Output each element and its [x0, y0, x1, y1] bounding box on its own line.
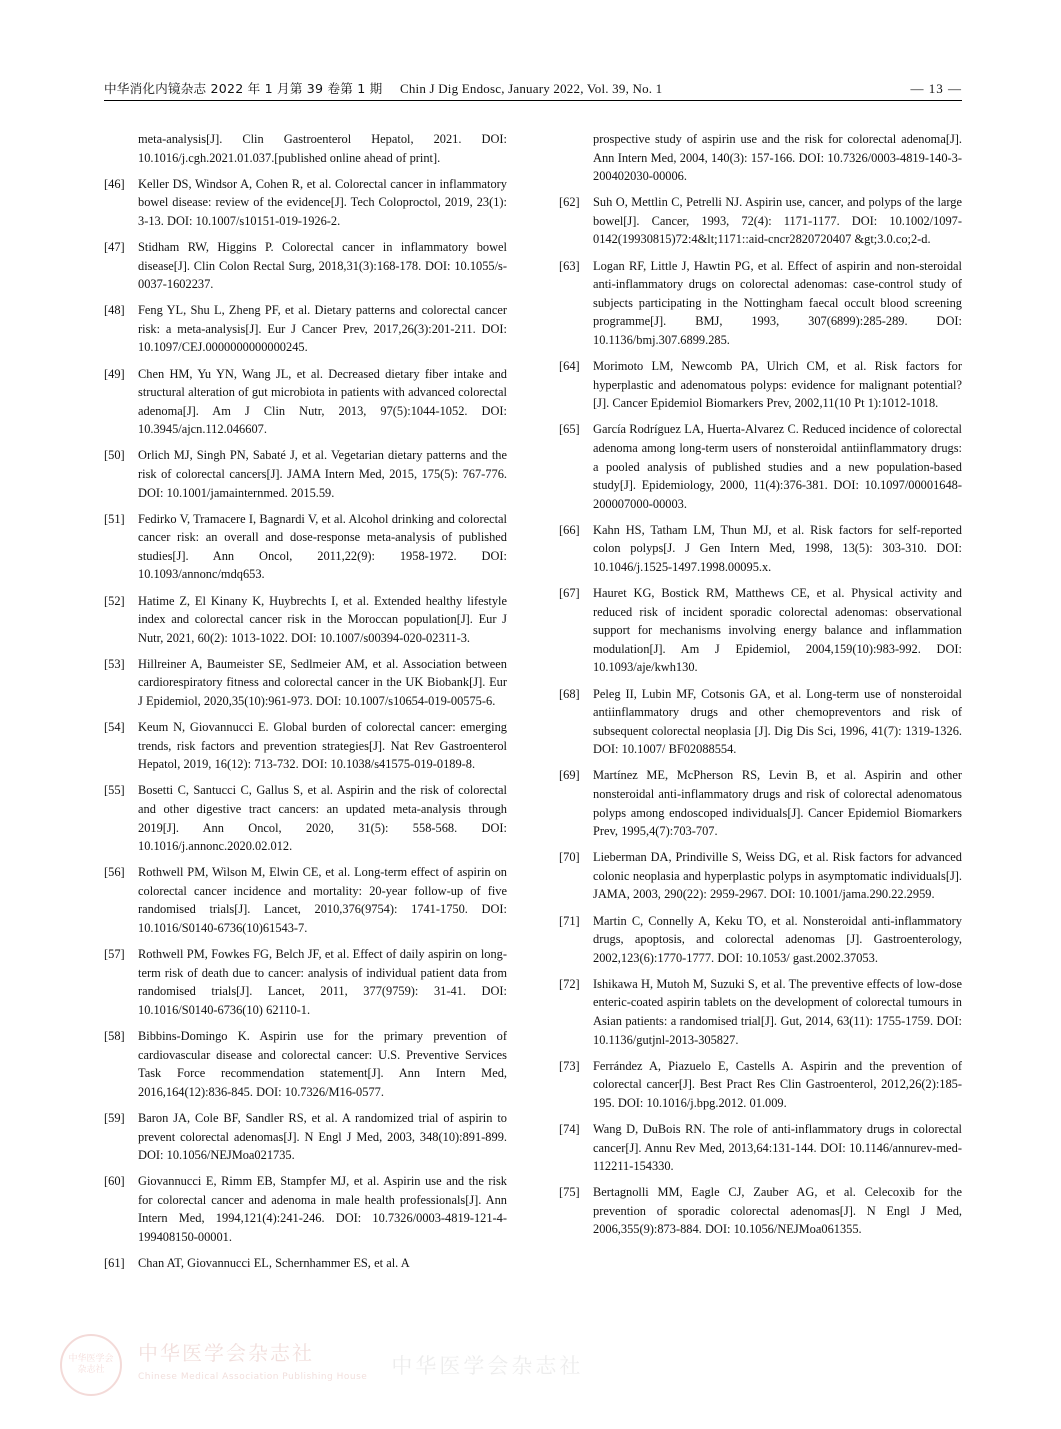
journal-title-cn: 中华消化内镜杂志 2022 年 1 月第 39 卷第 1 期 — [104, 81, 383, 96]
reference-number: [56] — [104, 865, 125, 880]
reference-number: [63] — [559, 258, 580, 273]
reference-number: [64] — [559, 359, 580, 374]
reference-item — [104, 130, 507, 167]
reference-number: [68] — [559, 686, 580, 701]
reference-item — [104, 510, 507, 584]
reference-text: Ishikawa H, Mutoh M, Suzuki S, et al. The preventive effects of low-dose enteric-coated aspirin tablets on the development of colorectal tumours in Asian patients: a randomised trial[J]. Gut, 2014, 63(11): 1755-1759. DOI: 10.1136/gutjnl-2013-305827. — [593, 976, 962, 1047]
publisher-seal-icon: 中华医学会杂志社 — [60, 1334, 122, 1396]
reference-text: Martínez ME, McPherson RS, Levin B, et al. Aspirin and other nonsteroidal anti-inflammatory drugs and risk of colorectal adenomatous polyps among endoscoped individuals[J]. Cancer Epidemiol Biomarkers Prev, 1995,4(7):703-707. — [593, 768, 962, 839]
reference-item — [104, 718, 507, 774]
reference-number: [70] — [559, 850, 580, 865]
reference-number: [51] — [104, 511, 125, 526]
reference-number: [53] — [104, 656, 125, 671]
reference-item — [104, 1254, 507, 1273]
reference-text: Bosetti C, Santucci C, Gallus S, et al. Aspirin and the risk of colorectal and other digestive tract cancers: an updated meta-analysis through 2019[J]. Ann Oncol, 2020, 31(5): 558-568. DOI: 10.1016/j.annonc.2020.02.012. — [138, 783, 507, 854]
reference-number: [50] — [104, 448, 125, 463]
publisher-brand — [138, 1341, 367, 1389]
publisher-watermark — [60, 1330, 620, 1400]
running-head-left — [104, 78, 662, 97]
reference-text: Hatime Z, El Kinany K, Huybrechts I, et al. Extended healthy lifestyle index and colorectal cancer risk in the Moroccan population[J]. Eur J Nutr, 2021, 60(2): 1013-1022. DOI: 10.1007/s00394-020-02311-3. — [138, 593, 507, 645]
running-head — [104, 78, 962, 97]
reference-number: [55] — [104, 783, 125, 798]
reference-item — [104, 175, 507, 231]
reference-text: Keum N, Giovannucci E. Global burden of colorectal cancer: emerging trends, risk factors and prevention strategies[J]. Nat Rev Gastroenterol Hepatol, 2019, 16(12): 713-732. DOI: 10.1038/s41575-019-0189-8. — [138, 720, 507, 772]
reference-number: [49] — [104, 366, 125, 381]
reference-number: [73] — [559, 1058, 580, 1073]
reference-text: Orlich MJ, Singh PN, Sabaté J, et al. Vegetarian dietary patterns and the risk of colorectal cancers[J]. JAMA Intern Med, 2015, 175(5): 767-776. DOI: 10.1001/jamainternmed. 2015.59. — [138, 448, 507, 500]
reference-number: [58] — [104, 1029, 125, 1044]
reference-text: Hillreiner A, Baumeister SE, Sedlmeier AM, et al. Association between cardiorespiratory fitness and colorectal cancer in the UK Biobank[J]. Eur J Epidemiol, 2020,35(10):961-973. DOI: 10.1007/s10654-019-00575-6. — [138, 656, 507, 709]
reference-item — [559, 975, 962, 1049]
reference-item — [559, 1057, 962, 1113]
reference-text: Chan AT, Giovannucci EL, Schernhammer ES, et al. A — [138, 1256, 410, 1271]
reference-number: [66] — [559, 522, 580, 537]
reference-number: [57] — [104, 947, 125, 962]
reference-item — [559, 257, 962, 350]
reference-number: [67] — [559, 586, 580, 601]
reference-text: Baron JA, Cole BF, Sandler RS, et al. A randomized trial of aspirin to prevent colorectal adenomas[J]. N Engl J Med, 2003, 348(10):891-899. DOI: 10.1056/NEJMoa021735. — [138, 1110, 507, 1163]
reference-text: Rothwell PM, Fowkes FG, Belch JF, et al. Effect of daily aspirin on long-term risk of death due to cancer: analysis of individual patient data from randomised trials[J]. Lancet, 2011, 377(9759): 31-41. DOI: 10.1016/S0140-6736(10) 62110-1. — [138, 947, 507, 1017]
reference-text: Giovannucci E, Rimm EB, Stampfer MJ, et al. Aspirin use and the risk for colorectal cancer and adenoma in male health professionals[J]. Ann Intern Med, 1994,121(4):241-246. DOI: 10.7326/0003-4819-121-4-199408150-00001. — [138, 1174, 507, 1244]
reference-text: Feng YL, Shu L, Zheng PF, et al. Dietary patterns and colorectal cancer risk: a meta-analysis[J]. Eur J Cancer Prev, 2017,26(3):201-211. DOI: 10.1097/CEJ.0000000000000245. — [138, 303, 507, 355]
reference-item — [559, 1120, 962, 1176]
header-rule — [104, 100, 962, 101]
reference-number: [48] — [104, 303, 125, 318]
journal-title-en: Chin J Dig Endosc, January 2022, Vol. 39, No. 1 — [399, 81, 663, 96]
reference-item — [559, 357, 962, 413]
reference-number: [72] — [559, 976, 580, 991]
reference-number: [47] — [104, 239, 125, 254]
reference-number: [52] — [104, 593, 125, 608]
reference-number: [69] — [559, 768, 580, 783]
reference-item — [104, 945, 507, 1019]
reference-text: Lieberman DA, Prindiville S, Weiss DG, et al. Risk factors for advanced colonic neoplasia and hyperplastic polyps in asymptomatic individuals[J]. JAMA, 2003, 290(22): 2959-2967. DOI: 10.1001/jama.290.22.2959. — [593, 850, 962, 902]
reference-text: Morimoto LM, Newcomb PA, Ulrich CM, et al. Risk factors for hyperplastic and adenomatous polyps: evidence for malignant potential?[J]. Cancer Epidemiol Biomarkers Prev, 2002,11(10 Pt 1):1012-1018. — [593, 359, 962, 411]
reference-text: Kahn HS, Tatham LM, Thun MJ, et al. Risk factors for self-reported colon polyps[J. J Gen Intern Med, 1998, 13(5): 303-310. DOI: 10.1046/j.1525-1497.1998.00095.x. — [593, 522, 962, 574]
reference-text: Suh O, Mettlin C, Petrelli NJ. Aspirin use, cancer, and polyps of the large bowel[J]. Cancer, 1993, 72(4): 1171-1177. DOI: 10.1002/1097-0142(19930815)72:4&lt;1171::aid-cncr2820720407 &gt;3.0.co;2-d. — [593, 195, 962, 247]
reference-text: prospective study of aspirin use and the risk for colorectal adenoma[J]. Ann Intern Med, 2004, 140(3): 157-166. DOI: 10.7326/0003-4819-140-3-200402030-00006. — [593, 132, 962, 184]
reference-text: Bibbins-Domingo K. Aspirin use for the primary prevention of cardiovascular disease and colorectal cancer: U.S. Preventive Services Task Force recommendation statement[J]. Ann Intern Med, 2016,164(12):836-845. DOI: 10.7326/M16-0577. — [138, 1029, 507, 1099]
page-number: — 13 — — [910, 81, 962, 96]
reference-item — [559, 685, 962, 759]
publisher-brand-en: Chinese Medical Association Publishing House — [138, 1372, 368, 1382]
reference-item — [559, 130, 962, 186]
reference-item — [559, 912, 962, 968]
publisher-brand-cn: 中华医学会杂志社 — [138, 1341, 314, 1365]
publisher-watermark-gray: 中华医学会杂志社 — [391, 1354, 584, 1378]
reference-item — [104, 655, 507, 711]
reference-text: Chen HM, Yu YN, Wang JL, et al. Decreased dietary fiber intake and structural alteration of gut microbiota in patients with advanced colorectal adenoma[J]. Am J Clin Nutr, 2013, 97(5):1044-1052. DOI: 10.3945/ajcn.112.046607. — [138, 366, 507, 437]
reference-text: Peleg II, Lubin MF, Cotsonis GA, et al. Long-term use of nonsteroidal antiinflammatory drugs and other chemopreventors and risk of subsequent colorectal neoplasia [J]. Dig Dis Sci, 1996, 41(7): 1319-1326. DOI: 10.1007/ BF02088554. — [593, 686, 962, 757]
reference-text: Rothwell PM, Wilson M, Elwin CE, et al. Long-term effect of aspirin on colorectal cancer incidence and mortality: 20-year follow-up of five randomised trials[J]. Lancet, 2010,376(9754): 1741-1750. DOI: 10.1016/S0140-6736(10)61543-7. — [138, 865, 507, 936]
reference-number: [74] — [559, 1122, 580, 1136]
reference-text: Ferrández A, Piazuelo E, Castells A. Aspirin and the prevention of colorectal cancer[J]. Best Pract Res Clin Gastroenterol, 2012,26(2):185-195. DOI: 10.1016/j.bpg.2012. 01.009. — [593, 1058, 962, 1110]
right-column — [559, 130, 962, 1280]
reference-item — [559, 584, 962, 677]
reference-number: [54] — [104, 720, 125, 735]
reference-text: Hauret KG, Bostick RM, Matthews CE, et al. Physical activity and reduced risk of incident sporadic colorectal adenomas: observational support for mechanisms involving energy balance and inflammation modulation[J]. Am J Epidemiol, 2004,159(10):983-992. DOI: 10.1093/aje/kwh130. — [593, 586, 962, 675]
reference-item — [104, 238, 507, 294]
reference-item — [559, 420, 962, 513]
reference-item — [559, 1183, 962, 1239]
reference-text: Logan RF, Little J, Hawtin PG, et al. Effect of aspirin and non-steroidal anti-inflammatory drugs on colorectal adenomas: case-control study of subjects participating in the Nottingham faecal occult blood screening programme[J]. BMJ, 1993, 307(6899):285-289. DOI: 10.1136/bmj.307.6899.285. — [593, 258, 962, 347]
reference-item — [559, 193, 962, 249]
reference-text: Fedirko V, Tramacere I, Bagnardi V, et al. Alcohol drinking and colorectal cancer risk: an overall and dose-response meta-analysis of published studies[J]. Ann Oncol, 2011,22(9): 1958-1972. DOI: 10.1093/annonc/mdq653. — [138, 511, 507, 582]
reference-item — [104, 863, 507, 937]
reference-number: [65] — [559, 422, 580, 437]
reference-item — [104, 446, 507, 502]
reference-number: [60] — [104, 1174, 125, 1189]
reference-number: [62] — [559, 195, 580, 210]
reference-number: [46] — [104, 176, 125, 191]
reference-item — [104, 781, 507, 855]
reference-number: [59] — [104, 1110, 125, 1125]
reference-text: Wang D, DuBois RN. The role of anti-inflammatory drugs in colorectal cancer[J]. Annu Rev Med, 2013,64:131-144. DOI: 10.1146/annurev-med-112211-154330. — [593, 1122, 962, 1174]
reference-text: Bertagnolli MM, Eagle CJ, Zauber AG, et al. Celecoxib for the prevention of sporadic colorectal adenomas[J]. N Engl J Med, 2006,355(9):873-884. DOI: 10.1056/NEJMoa061355. — [593, 1185, 962, 1237]
reference-item — [104, 1109, 507, 1165]
reference-item — [559, 521, 962, 577]
reference-item — [104, 592, 507, 648]
reference-item — [104, 1172, 507, 1246]
reference-item — [559, 766, 962, 840]
reference-number: [71] — [559, 913, 580, 928]
reference-item — [559, 848, 962, 904]
reference-number: [61] — [104, 1256, 125, 1271]
reference-number: [75] — [559, 1185, 580, 1200]
reference-item — [104, 301, 507, 357]
reference-item — [104, 1027, 507, 1101]
reference-text: meta-analysis[J]. Clin Gastroenterol Hepatol, 2021. DOI: 10.1016/j.cgh.2021.01.037.[published online ahead of print]. — [138, 132, 507, 165]
reference-text: Martin C, Connelly A, Keku TO, et al. Nonsteroidal anti-inflammatory drugs, apoptosis, and colorectal adenomas [J]. Gastroenterology, 2002,123(6):1770-1777. DOI: 10.1053/ gast.2002.37053. — [593, 913, 962, 965]
reference-text: Stidham RW, Higgins P. Colorectal cancer in inflammatory bowel disease[J]. Clin Colon Rectal Surg, 2018,31(3):168-178. DOI: 10.1055/s-0037-1602237. — [138, 239, 507, 292]
reference-item — [104, 365, 507, 439]
reference-text: García Rodríguez LA, Huerta-Alvarez C. Reduced incidence of colorectal adenoma among long-term users of nonsteroidal antiinflammatory drugs: a pooled analysis of published studies and a new population-based study[J]. Epidemiology, 2000, 11(4):376-381. DOI: 10.1097/00001648-200007000-00003. — [593, 422, 962, 511]
reference-columns — [104, 130, 962, 1280]
reference-text: Keller DS, Windsor A, Cohen R, et al. Colorectal cancer in inflammatory bowel disease: review of the evidence[J]. Tech Coloproctol, 2019, 23(1): 3-13. DOI: 10.1007/s10151-019-1926-2. — [138, 176, 507, 228]
left-column — [104, 130, 507, 1280]
